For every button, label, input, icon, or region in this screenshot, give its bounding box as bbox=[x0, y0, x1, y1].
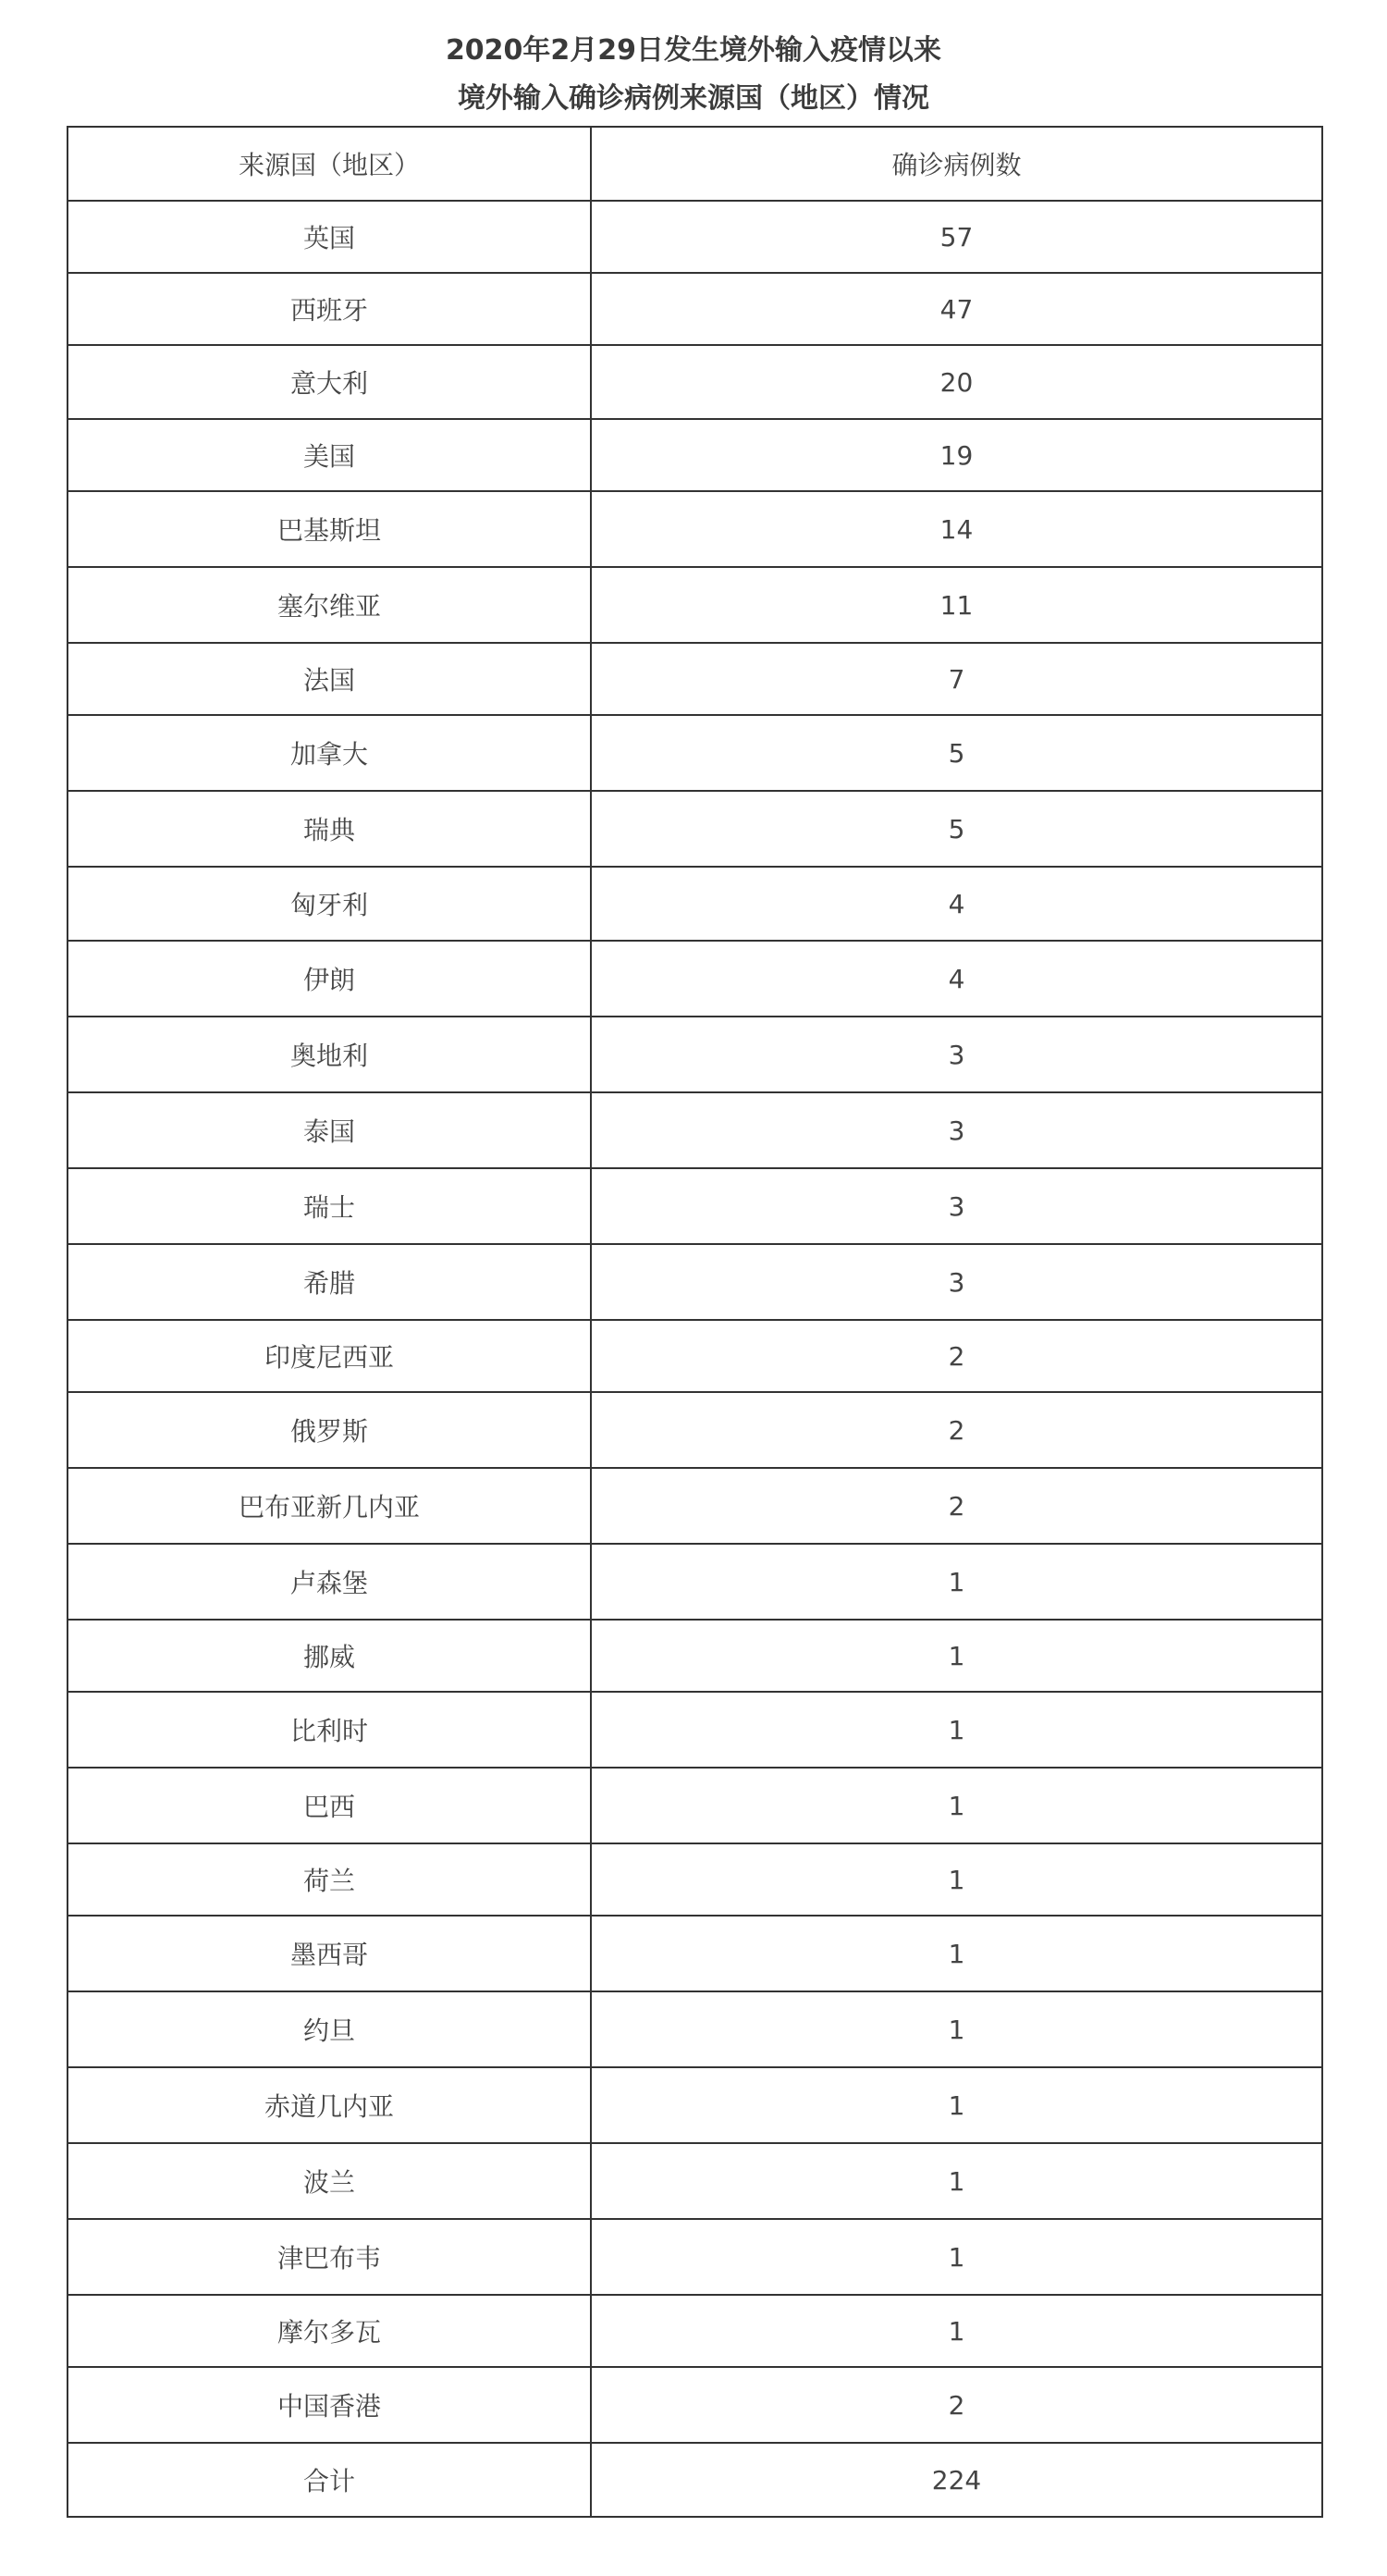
count-cell: 2 bbox=[591, 2367, 1322, 2443]
count-cell: 5 bbox=[591, 791, 1322, 867]
region-cell: 西班牙 bbox=[68, 273, 591, 345]
region-cell: 波兰 bbox=[68, 2143, 591, 2219]
count-cell: 1 bbox=[591, 1768, 1322, 1843]
count-cell: 4 bbox=[591, 867, 1322, 941]
total-row bbox=[68, 2443, 1322, 2517]
count-cell: 1 bbox=[591, 2219, 1322, 2295]
region-cell: 俄罗斯 bbox=[68, 1392, 591, 1468]
region-cell: 奥地利 bbox=[68, 1017, 591, 1092]
count-cell: 5 bbox=[591, 715, 1322, 791]
region-cell: 赤道几内亚 bbox=[68, 2067, 591, 2143]
count-cell: 2 bbox=[591, 1468, 1322, 1544]
count-cell: 1 bbox=[591, 1544, 1322, 1620]
count-cell: 2 bbox=[591, 1320, 1322, 1392]
region-cell: 希腊 bbox=[68, 1244, 591, 1320]
count-cell: 1 bbox=[591, 1620, 1322, 1692]
table-header-row bbox=[68, 127, 1322, 201]
count-cell: 57 bbox=[591, 201, 1322, 273]
count-cell: 47 bbox=[591, 273, 1322, 345]
table-row bbox=[68, 1692, 1322, 1768]
region-cell: 塞尔维亚 bbox=[68, 567, 591, 643]
count-cell: 3 bbox=[591, 1017, 1322, 1092]
table-row bbox=[68, 715, 1322, 791]
region-cell: 津巴布韦 bbox=[68, 2219, 591, 2295]
page-title: 2020年2月29日发生境外输入疫情以来 bbox=[445, 34, 942, 67]
region-cell: 荷兰 bbox=[68, 1843, 591, 1916]
table-row bbox=[68, 491, 1322, 567]
table-row bbox=[68, 1320, 1322, 1392]
region-cell: 伊朗 bbox=[68, 941, 591, 1017]
table-row bbox=[68, 1620, 1322, 1692]
region-cell: 挪威 bbox=[68, 1620, 591, 1692]
region-cell: 瑞士 bbox=[68, 1168, 591, 1244]
table-row bbox=[68, 2067, 1322, 2143]
region-cell: 巴基斯坦 bbox=[68, 491, 591, 567]
count-cell: 1 bbox=[591, 2295, 1322, 2367]
count-cell: 3 bbox=[591, 1092, 1322, 1168]
count-cell: 3 bbox=[591, 1244, 1322, 1320]
region-cell: 卢森堡 bbox=[68, 1544, 591, 1620]
count-cell: 7 bbox=[591, 643, 1322, 715]
count-cell: 1 bbox=[591, 2067, 1322, 2143]
table-row bbox=[68, 1544, 1322, 1620]
table-row bbox=[68, 867, 1322, 941]
table-row bbox=[68, 1092, 1322, 1168]
region-cell: 瑞典 bbox=[68, 791, 591, 867]
count-cell: 20 bbox=[591, 345, 1322, 419]
table-row bbox=[68, 2219, 1322, 2295]
table-row bbox=[68, 1916, 1322, 1991]
count-cell: 14 bbox=[591, 491, 1322, 567]
region-cell: 法国 bbox=[68, 643, 591, 715]
table-row bbox=[68, 1244, 1322, 1320]
table-row bbox=[68, 1768, 1322, 1843]
page-subtitle: 境外输入确诊病例来源国（地区）情况 bbox=[458, 82, 929, 115]
table-row bbox=[68, 643, 1322, 715]
table-row bbox=[68, 273, 1322, 345]
header-count: 确诊病例数 bbox=[591, 127, 1322, 201]
table-row bbox=[68, 1468, 1322, 1544]
table-row bbox=[68, 941, 1322, 1017]
count-cell: 1 bbox=[591, 1991, 1322, 2067]
region-cell: 墨西哥 bbox=[68, 1916, 591, 1991]
count-cell: 1 bbox=[591, 1692, 1322, 1768]
region-cell: 巴西 bbox=[68, 1768, 591, 1843]
table-row bbox=[68, 1168, 1322, 1244]
region-cell: 中国香港 bbox=[68, 2367, 591, 2443]
region-cell: 巴布亚新几内亚 bbox=[68, 1468, 591, 1544]
region-cell: 匈牙利 bbox=[68, 867, 591, 941]
count-cell: 2 bbox=[591, 1392, 1322, 1468]
region-cell: 印度尼西亚 bbox=[68, 1320, 591, 1392]
region-cell: 摩尔多瓦 bbox=[68, 2295, 591, 2367]
count-cell: 19 bbox=[591, 419, 1322, 491]
table-row bbox=[68, 567, 1322, 643]
total-label: 合计 bbox=[68, 2443, 591, 2517]
region-cell: 加拿大 bbox=[68, 715, 591, 791]
table-row bbox=[68, 345, 1322, 419]
imported-cases-table bbox=[67, 126, 1323, 2518]
region-cell: 约旦 bbox=[68, 1991, 591, 2067]
count-cell: 4 bbox=[591, 941, 1322, 1017]
count-cell: 1 bbox=[591, 1843, 1322, 1916]
region-cell: 比利时 bbox=[68, 1692, 591, 1768]
table-row bbox=[68, 2143, 1322, 2219]
count-cell: 3 bbox=[591, 1168, 1322, 1244]
table-row bbox=[68, 2367, 1322, 2443]
region-cell: 泰国 bbox=[68, 1092, 591, 1168]
total-count: 224 bbox=[591, 2443, 1322, 2517]
region-cell: 美国 bbox=[68, 419, 591, 491]
count-cell: 11 bbox=[591, 567, 1322, 643]
table-row bbox=[68, 1991, 1322, 2067]
table-row bbox=[68, 1017, 1322, 1092]
table-row bbox=[68, 791, 1322, 867]
table-row bbox=[68, 2295, 1322, 2367]
table-row bbox=[68, 1843, 1322, 1916]
count-cell: 1 bbox=[591, 2143, 1322, 2219]
count-cell: 1 bbox=[591, 1916, 1322, 1991]
table-row bbox=[68, 419, 1322, 491]
table-row bbox=[68, 1392, 1322, 1468]
header-region: 来源国（地区） bbox=[68, 127, 591, 201]
region-cell: 意大利 bbox=[68, 345, 591, 419]
table-row bbox=[68, 201, 1322, 273]
region-cell: 英国 bbox=[68, 201, 591, 273]
